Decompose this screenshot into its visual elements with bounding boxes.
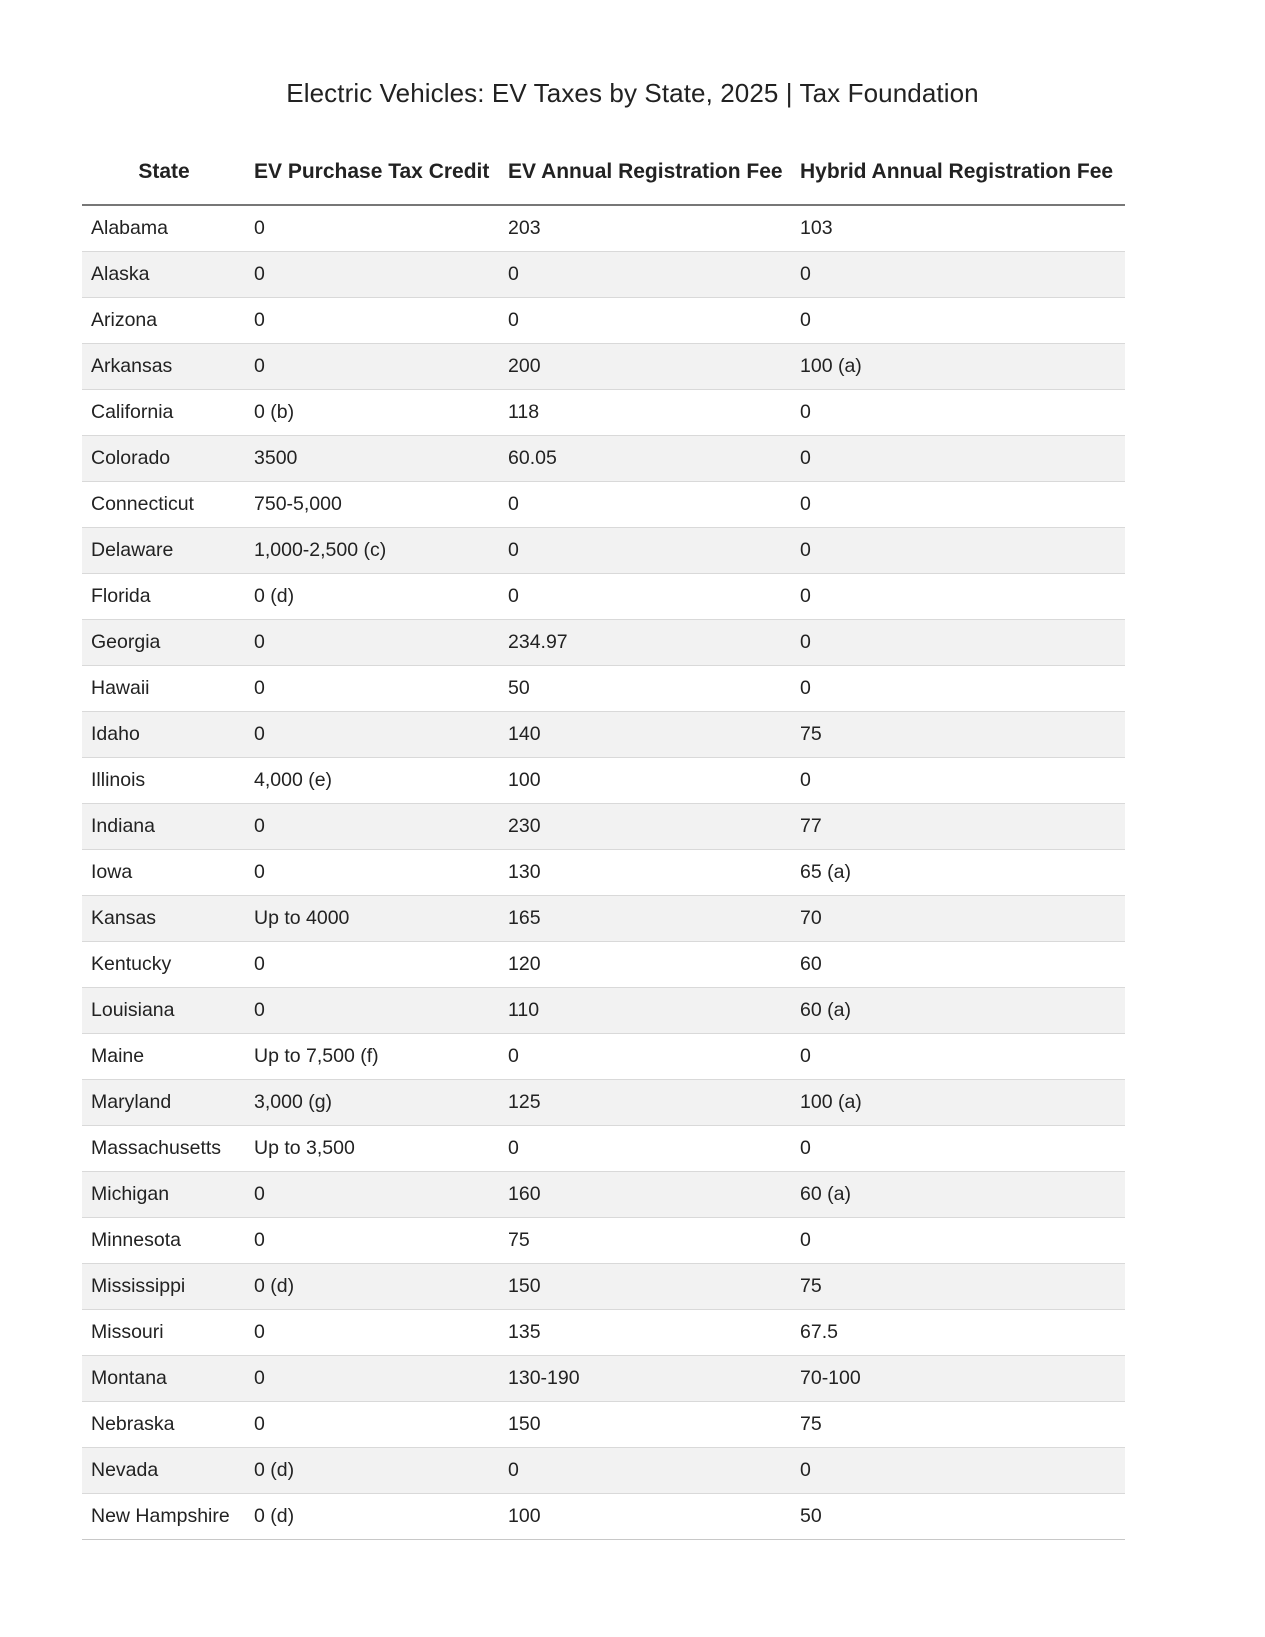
ev-annual-registration-fee-cell: 0 <box>500 252 792 298</box>
table-row <box>82 344 1125 390</box>
ev-purchase-tax-credit-cell: 0 <box>246 712 500 758</box>
ev-annual-registration-fee-cell: 200 <box>500 344 792 390</box>
table-row <box>82 804 1125 850</box>
ev-purchase-tax-credit-cell: 3500 <box>246 436 500 482</box>
table-row <box>82 988 1125 1034</box>
table-row <box>82 390 1125 436</box>
ev-annual-registration-fee-cell: 0 <box>500 574 792 620</box>
ev-annual-registration-fee-cell: 0 <box>500 482 792 528</box>
state-cell: California <box>82 390 246 436</box>
hybrid-annual-registration-fee-cell: 67.5 <box>792 1310 1125 1356</box>
state-cell: Idaho <box>82 712 246 758</box>
ev-purchase-tax-credit-cell: 0 <box>246 804 500 850</box>
ev-purchase-tax-credit-cell: 0 (d) <box>246 1264 500 1310</box>
table-row <box>82 205 1125 252</box>
ev-purchase-tax-credit-cell: 0 <box>246 252 500 298</box>
ev-annual-registration-fee-cell: 110 <box>500 988 792 1034</box>
table-row <box>82 712 1125 758</box>
state-cell: Maryland <box>82 1080 246 1126</box>
state-cell: Illinois <box>82 758 246 804</box>
ev-purchase-tax-credit-cell: 0 <box>246 850 500 896</box>
ev-annual-registration-fee-cell: 125 <box>500 1080 792 1126</box>
ev-annual-registration-fee-cell: 75 <box>500 1218 792 1264</box>
column-header-hybrid-annual-registration-fee: Hybrid Annual Registration Fee <box>792 148 1125 205</box>
ev-annual-registration-fee-cell: 0 <box>500 1034 792 1080</box>
state-cell: Kentucky <box>82 942 246 988</box>
state-cell: Michigan <box>82 1172 246 1218</box>
hybrid-annual-registration-fee-cell: 0 <box>792 436 1125 482</box>
ev-annual-registration-fee-cell: 118 <box>500 390 792 436</box>
state-cell: Florida <box>82 574 246 620</box>
ev-purchase-tax-credit-cell: 750-5,000 <box>246 482 500 528</box>
ev-annual-registration-fee-cell: 160 <box>500 1172 792 1218</box>
ev-annual-registration-fee-cell: 0 <box>500 528 792 574</box>
ev-purchase-tax-credit-cell: Up to 4000 <box>246 896 500 942</box>
ev-purchase-tax-credit-cell: 0 (d) <box>246 574 500 620</box>
state-cell: Arizona <box>82 298 246 344</box>
ev-purchase-tax-credit-cell: 0 <box>246 205 500 252</box>
state-cell: Delaware <box>82 528 246 574</box>
hybrid-annual-registration-fee-cell: 75 <box>792 1264 1125 1310</box>
ev-purchase-tax-credit-cell: 1,000-2,500 (c) <box>246 528 500 574</box>
state-cell: Alabama <box>82 205 246 252</box>
table-row <box>82 436 1125 482</box>
table-row <box>82 850 1125 896</box>
state-cell: Indiana <box>82 804 246 850</box>
ev-annual-registration-fee-cell: 130 <box>500 850 792 896</box>
ev-purchase-tax-credit-cell: 0 <box>246 344 500 390</box>
state-cell: Colorado <box>82 436 246 482</box>
ev-purchase-tax-credit-cell: Up to 7,500 (f) <box>246 1034 500 1080</box>
table-row <box>82 1402 1125 1448</box>
hybrid-annual-registration-fee-cell: 75 <box>792 1402 1125 1448</box>
table-row <box>82 620 1125 666</box>
column-header-ev-purchase-tax-credit: EV Purchase Tax Credit <box>246 148 500 205</box>
ev-purchase-tax-credit-cell: 0 <box>246 666 500 712</box>
hybrid-annual-registration-fee-cell: 70-100 <box>792 1356 1125 1402</box>
state-cell: Montana <box>82 1356 246 1402</box>
hybrid-annual-registration-fee-cell: 0 <box>792 758 1125 804</box>
ev-annual-registration-fee-cell: 165 <box>500 896 792 942</box>
state-cell: Georgia <box>82 620 246 666</box>
ev-purchase-tax-credit-cell: 0 <box>246 1172 500 1218</box>
state-cell: Massachusetts <box>82 1126 246 1172</box>
hybrid-annual-registration-fee-cell: 65 (a) <box>792 850 1125 896</box>
hybrid-annual-registration-fee-cell: 0 <box>792 252 1125 298</box>
ev-annual-registration-fee-cell: 0 <box>500 1126 792 1172</box>
ev-taxes-table <box>82 148 1125 1540</box>
ev-annual-registration-fee-cell: 50 <box>500 666 792 712</box>
hybrid-annual-registration-fee-cell: 0 <box>792 666 1125 712</box>
table-row <box>82 252 1125 298</box>
table-row <box>82 1494 1125 1540</box>
ev-annual-registration-fee-cell: 140 <box>500 712 792 758</box>
table-row <box>82 1218 1125 1264</box>
ev-annual-registration-fee-cell: 234.97 <box>500 620 792 666</box>
ev-annual-registration-fee-cell: 0 <box>500 1448 792 1494</box>
state-cell: New Hampshire <box>82 1494 246 1540</box>
column-header-state: State <box>82 148 246 205</box>
table-row <box>82 942 1125 988</box>
state-cell: Connecticut <box>82 482 246 528</box>
ev-annual-registration-fee-cell: 100 <box>500 758 792 804</box>
hybrid-annual-registration-fee-cell: 0 <box>792 482 1125 528</box>
ev-purchase-tax-credit-cell: 0 (d) <box>246 1494 500 1540</box>
ev-annual-registration-fee-cell: 203 <box>500 205 792 252</box>
hybrid-annual-registration-fee-cell: 0 <box>792 390 1125 436</box>
ev-purchase-tax-credit-cell: 0 <box>246 298 500 344</box>
table-row <box>82 1264 1125 1310</box>
ev-purchase-tax-credit-cell: 4,000 (e) <box>246 758 500 804</box>
hybrid-annual-registration-fee-cell: 70 <box>792 896 1125 942</box>
ev-purchase-tax-credit-cell: 0 <box>246 1402 500 1448</box>
ev-annual-registration-fee-cell: 135 <box>500 1310 792 1356</box>
table-row <box>82 666 1125 712</box>
table-row <box>82 528 1125 574</box>
ev-annual-registration-fee-cell: 120 <box>500 942 792 988</box>
table-row <box>82 574 1125 620</box>
hybrid-annual-registration-fee-cell: 77 <box>792 804 1125 850</box>
ev-purchase-tax-credit-cell: Up to 3,500 <box>246 1126 500 1172</box>
state-cell: Hawaii <box>82 666 246 712</box>
ev-purchase-tax-credit-cell: 3,000 (g) <box>246 1080 500 1126</box>
hybrid-annual-registration-fee-cell: 60 <box>792 942 1125 988</box>
table-row <box>82 896 1125 942</box>
hybrid-annual-registration-fee-cell: 60 (a) <box>792 988 1125 1034</box>
state-cell: Nebraska <box>82 1402 246 1448</box>
hybrid-annual-registration-fee-cell: 0 <box>792 620 1125 666</box>
ev-purchase-tax-credit-cell: 0 <box>246 1310 500 1356</box>
hybrid-annual-registration-fee-cell: 0 <box>792 1034 1125 1080</box>
state-cell: Minnesota <box>82 1218 246 1264</box>
state-cell: Missouri <box>82 1310 246 1356</box>
table-row <box>82 1310 1125 1356</box>
state-cell: Nevada <box>82 1448 246 1494</box>
ev-annual-registration-fee-cell: 100 <box>500 1494 792 1540</box>
hybrid-annual-registration-fee-cell: 0 <box>792 1448 1125 1494</box>
ev-purchase-tax-credit-cell: 0 <box>246 942 500 988</box>
state-cell: Iowa <box>82 850 246 896</box>
state-cell: Arkansas <box>82 344 246 390</box>
ev-purchase-tax-credit-cell: 0 <box>246 620 500 666</box>
ev-purchase-tax-credit-cell: 0 <box>246 1356 500 1402</box>
table-row <box>82 758 1125 804</box>
column-header-ev-annual-registration-fee: EV Annual Registration Fee <box>500 148 792 205</box>
ev-purchase-tax-credit-cell: 0 (b) <box>246 390 500 436</box>
hybrid-annual-registration-fee-cell: 0 <box>792 1218 1125 1264</box>
table-row <box>82 1080 1125 1126</box>
state-cell: Mississippi <box>82 1264 246 1310</box>
ev-annual-registration-fee-cell: 130-190 <box>500 1356 792 1402</box>
table-row <box>82 298 1125 344</box>
state-cell: Louisiana <box>82 988 246 1034</box>
hybrid-annual-registration-fee-cell: 0 <box>792 528 1125 574</box>
hybrid-annual-registration-fee-cell: 60 (a) <box>792 1172 1125 1218</box>
hybrid-annual-registration-fee-cell: 103 <box>792 205 1125 252</box>
hybrid-annual-registration-fee-cell: 0 <box>792 574 1125 620</box>
hybrid-annual-registration-fee-cell: 100 (a) <box>792 1080 1125 1126</box>
table-header-row <box>82 148 1125 205</box>
hybrid-annual-registration-fee-cell: 100 (a) <box>792 344 1125 390</box>
table-row <box>82 1126 1125 1172</box>
table-row <box>82 1034 1125 1080</box>
hybrid-annual-registration-fee-cell: 50 <box>792 1494 1125 1540</box>
ev-annual-registration-fee-cell: 60.05 <box>500 436 792 482</box>
table-row <box>82 1356 1125 1402</box>
ev-purchase-tax-credit-cell: 0 <box>246 988 500 1034</box>
ev-purchase-tax-credit-cell: 0 (d) <box>246 1448 500 1494</box>
state-cell: Kansas <box>82 896 246 942</box>
hybrid-annual-registration-fee-cell: 0 <box>792 298 1125 344</box>
ev-annual-registration-fee-cell: 150 <box>500 1402 792 1448</box>
ev-annual-registration-fee-cell: 230 <box>500 804 792 850</box>
table-row <box>82 1172 1125 1218</box>
page-title: Electric Vehicles: EV Taxes by State, 2025 | Tax Foundation <box>286 78 979 108</box>
ev-purchase-tax-credit-cell: 0 <box>246 1218 500 1264</box>
state-cell: Alaska <box>82 252 246 298</box>
table-row <box>82 482 1125 528</box>
table-row <box>82 1448 1125 1494</box>
state-cell: Maine <box>82 1034 246 1080</box>
ev-annual-registration-fee-cell: 0 <box>500 298 792 344</box>
hybrid-annual-registration-fee-cell: 75 <box>792 712 1125 758</box>
table-body <box>82 205 1125 1540</box>
ev-annual-registration-fee-cell: 150 <box>500 1264 792 1310</box>
hybrid-annual-registration-fee-cell: 0 <box>792 1126 1125 1172</box>
